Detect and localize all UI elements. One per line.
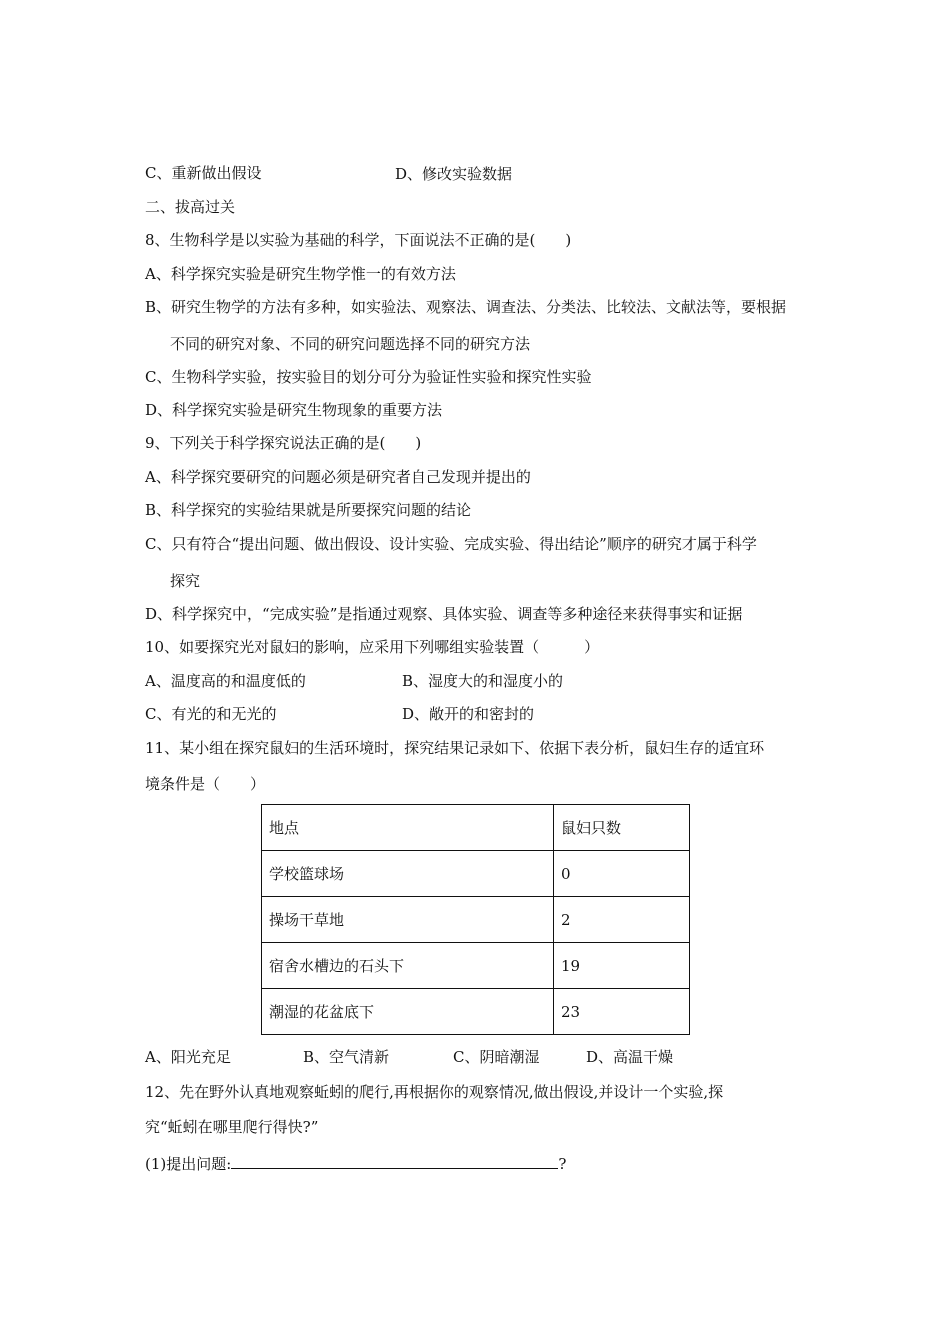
table-cell-count: 2 [554,897,690,943]
q8-option-c: C、生物科学实验，按实验目的划分可分为验证性实验和探究性实验 [145,368,592,386]
q12-sub1-end: ? [558,1155,567,1173]
q12-sub1 [145,1152,566,1174]
q8-stem: 8、生物科学是以实验为基础的科学，下面说法不正确的是( ) [145,231,572,249]
table-cell-count: 23 [554,989,690,1035]
woodlouse-count-table [261,804,690,1035]
q10-stem: 10、如要探究光对鼠妇的影响，应采用下列哪组实验装置（ ） [145,638,600,656]
q10-option-d: D、敞开的和密封的 [402,705,535,723]
q8-option-b-line1: B、研究生物学的方法有多种，如实验法、观察法、调查法、分类法、比较法、文献法等，要根据 [145,298,787,316]
q12-stem-line1: 12、先在野外认真地观察蚯蚓的爬行,再根据你的观察情况,做出假设,并设计一个实验,探 [145,1083,724,1101]
q10-option-a: A、温度高的和温度低的 [145,672,306,690]
table-cell-count: 19 [554,943,690,989]
table-cell-location: 宿舍水槽边的石头下 [262,943,554,989]
q7-option-c: C、重新做出假设 [145,164,262,182]
q10-option-c: C、有光的和无光的 [145,705,277,723]
table-row [262,943,690,989]
table-cell-location: 潮湿的花盆底下 [262,989,554,1035]
section-title: 二、拔高过关 [145,198,236,216]
q9-option-d: D、科学探究中，“完成实验”是指通过观察、具体实验、调查等多种途径来获得事实和证据 [145,605,743,623]
q12-sub1-label: (1)提出问题: [145,1155,232,1173]
q9-option-c-line1: C、只有符合“提出问题、做出假设、设计实验、完成实验、得出结论”顺序的研究才属于科学 [145,535,757,553]
q11-stem-line1: 11、某小组在探究鼠妇的生活环境时，探究结果记录如下、依据下表分析，鼠妇生存的适宜环 [145,739,765,757]
table-row [262,851,690,897]
q11-option-a: A、阳光充足 [145,1048,231,1066]
q7-option-d: D、修改实验数据 [395,165,513,183]
q11-option-d: D、高温干燥 [586,1048,674,1066]
q9-option-c-line2: 探究 [170,572,201,590]
table-cell-count: 0 [554,851,690,897]
q11-stem-line2: 境条件是（ ） [145,775,266,793]
table-row [262,989,690,1035]
table-cell-location: 操场干草地 [262,897,554,943]
table-cell-location: 学校篮球场 [262,851,554,897]
q8-option-a: A、科学探究实验是研究生物学惟一的有效方法 [145,265,456,283]
q8-option-d: D、科学探究实验是研究生物现象的重要方法 [145,401,443,419]
q10-option-b: B、湿度大的和湿度小的 [402,672,564,690]
q11-option-c: C、阴暗潮湿 [453,1048,540,1066]
q9-option-a: A、科学探究要研究的问题必须是研究者自己发现并提出的 [145,468,531,486]
q12-sub1-answer-blank[interactable] [231,1152,558,1169]
table-row [262,897,690,943]
table-header-count: 鼠妇只数 [554,805,690,851]
q9-option-b: B、科学探究的实验结果就是所要探究问题的结论 [145,501,472,519]
q11-option-b: B、空气清新 [303,1048,390,1066]
table-header-location: 地点 [262,805,554,851]
table-header-row [262,805,690,851]
q8-option-b-line2: 不同的研究对象、不同的研究问题选择不同的研究方法 [170,335,531,353]
q9-stem: 9、下列关于科学探究说法正确的是( ) [145,434,422,452]
q12-stem-line2: 究“蚯蚓在哪里爬行得快?” [145,1118,319,1136]
